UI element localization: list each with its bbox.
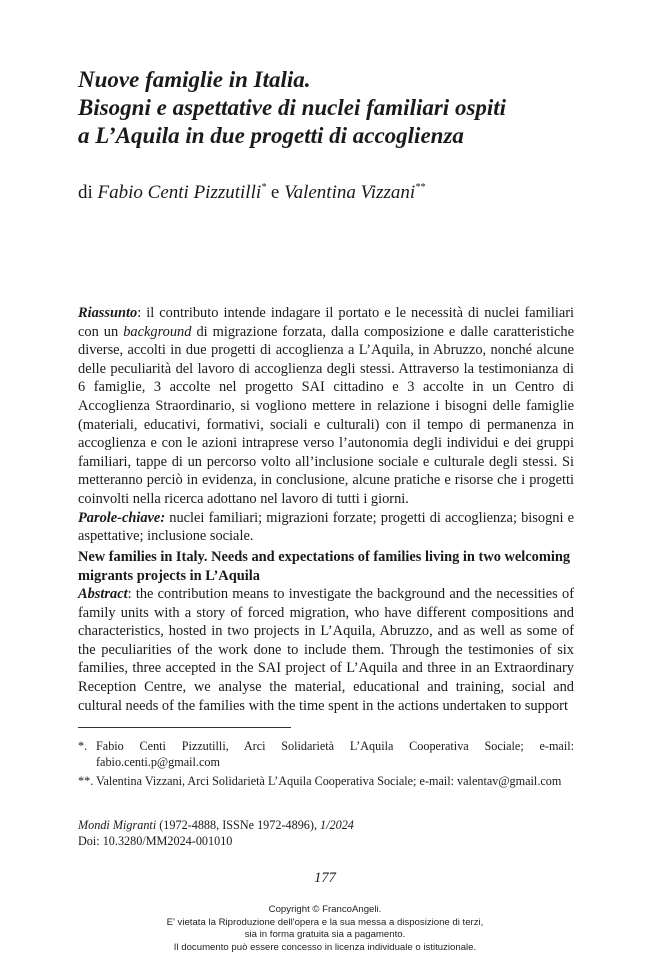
author-name: Fabio Centi Pizzutilli <box>97 182 262 203</box>
copyright-notice <box>0 904 650 954</box>
abstract-paragraph <box>78 585 574 715</box>
byline-joiner: e <box>270 182 280 203</box>
title-line: Nuove famiglie in Italia. <box>78 67 311 92</box>
footnote-mark: **. <box>78 773 94 788</box>
title-line: Bisogni e aspettative di nuclei familiari ospiti <box>78 95 507 120</box>
author-byline <box>78 176 598 205</box>
keywords-text: nuclei familiari; migrazioni forzate; progetti di accoglienza; bisogni e aspettative; inclusione sociale. <box>78 509 574 545</box>
english-abstract <box>78 585 574 715</box>
italian-abstract <box>78 304 574 546</box>
abstract-label: Abstract <box>78 586 128 602</box>
abstract-text: : the contribution means to investigate the background and the necessities of family units with a story of forced migration, who have different compositions and characteristics, hosted in two projects in L’Aquila, Abruzzo, and as well as some of the peculiarities of the work done to include them. Through the testimonies of six families, three accepted in the SAI project of L’Aquila and three in an Extraordinary Reception Centre, we analyse the material, educational and training, social and cultural needs of the families with the time spent in the actions undertaken to support <box>78 586 574 714</box>
journal-name: Mondi Migranti <box>78 818 157 832</box>
author-name: Valentina Vizzani <box>284 182 416 203</box>
journal-info <box>78 817 574 850</box>
journal-citation <box>78 817 574 833</box>
riassunto-paragraph <box>78 304 574 509</box>
footnote-marker: ** <box>415 182 426 193</box>
footnote <box>78 773 574 789</box>
english-title: New families in Italy. Needs and expectations of families living in two welcoming migrants projects in L’Aquila <box>78 549 571 584</box>
keywords-label: Parole-chiave: <box>78 509 166 526</box>
riassunto-text: di migrazione forzata, dalla composizione e dalle caratteristiche diverse, accolti in due progetti di accoglienza a L’Aquila, in Abruzzo, nonché alcune delle peculiarità del lavoro di accoglienza degli stessi. Attraverso la testimonianza di 6 famiglie, 3 accolte nel progetto SAI cittadino e 3 accolte in un Centro di Accoglienza Straordinario, si vogliono mettere in relazione i bisogni delle famiglie (materiali, educativi, formativi, sociali e culturali) con il tempo di permanenza in accoglienza e con le azioni intraprese verso l’autonomia degli individui e dei gruppi familiari, tappe di un percorso volto all’inclusione sociale e culturale degli stessi. Si metteranno perciò in evidenza, in conclusione, alcune pratiche e risorse che i progetti coinvolti nella ricerca adottano nel lavoro di tutti i giorni. <box>78 323 574 507</box>
page-number: 177 <box>314 870 336 886</box>
footnote-mark: *. <box>78 739 88 753</box>
copyright-line: E' vietata la Riproduzione dell'opera e la sua messa a disposizione di terzi, <box>166 916 484 928</box>
journal-doi: Doi: 10.3280/MM2024-001010 <box>78 834 233 849</box>
footnote-divider <box>78 727 291 728</box>
footnote <box>78 738 574 771</box>
riassunto-label: Riassunto <box>78 305 138 321</box>
copyright-line: Copyright © FrancoAngeli. <box>268 904 382 915</box>
copyright-line: Il documento può essere concesso in licenza individuale o istituzionale. <box>173 941 477 953</box>
riassunto-emphasis: background <box>123 323 192 340</box>
keywords-paragraph <box>78 509 574 546</box>
byline-prefix: di <box>78 182 93 203</box>
footnotes <box>78 738 574 791</box>
journal-issue: 1/2024 <box>320 818 354 832</box>
article-title <box>78 66 598 150</box>
title-line: a L’Aquila in due progetti di accoglienza <box>78 123 464 148</box>
footnote-text: Fabio Centi Pizzutilli, Arci Solidarietà L’Aquila Cooperativa Sociale; e-mail: fabio.centi.p@gmail.com <box>96 739 574 770</box>
footnote-text: Valentina Vizzani, Arci Solidarietà L’Aquila Cooperativa Sociale; e-mail: valentav@gmail.com <box>96 773 562 788</box>
riassunto-text: : il contributo intende indagare il portato e le necessità di nuclei familiari con un <box>78 305 574 340</box>
footnote-marker: * <box>261 182 267 193</box>
copyright-line: sia in forma gratuita sia a pagamento. <box>244 929 406 941</box>
journal-issn: (1972-4888, ISSNe 1972-4896), <box>156 818 321 832</box>
